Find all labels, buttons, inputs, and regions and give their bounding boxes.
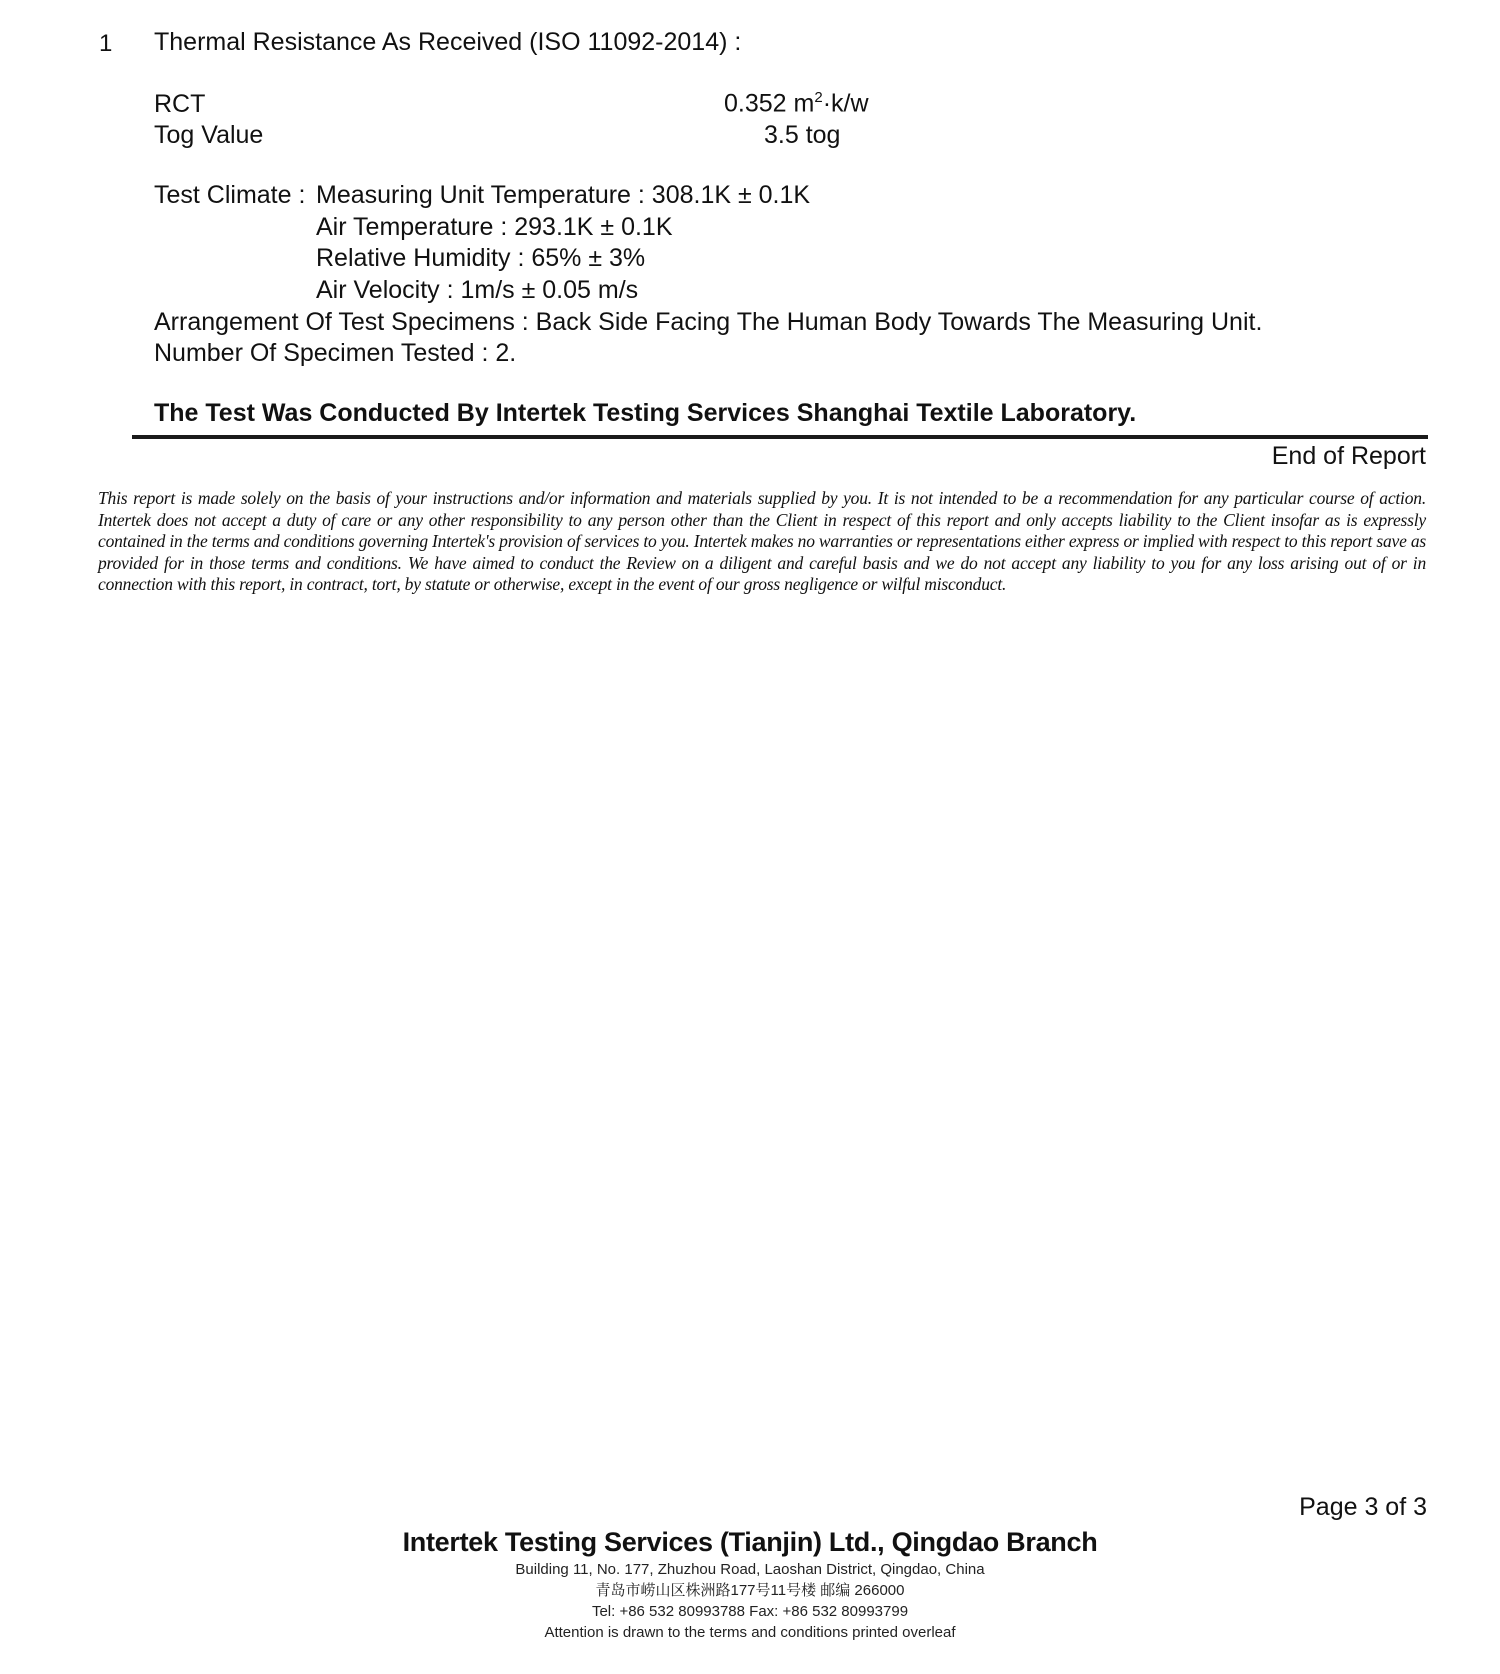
section-divider [132,435,1428,439]
test-title: Thermal Resistance As Received (ISO 11092-2014) : [154,28,742,56]
conducted-by-statement: The Test Was Conducted By Intertek Testing Services Shanghai Textile Laboratory. [154,399,1137,427]
climate-air-temperature: Air Temperature : 293.1K ± 0.1K [316,213,673,241]
end-of-report: End of Report [1271,442,1426,470]
rct-value [724,89,869,118]
footer-address-english: Building 11, No. 177, Zhuzhou Road, Laoshan District, Qingdao, China [515,1561,985,1578]
number-of-specimens: Number Of Specimen Tested : 2. [154,339,517,367]
page-number: Page 3 of 3 [1299,1493,1427,1521]
footer-phone-fax: Tel: +86 532 80993788 Fax: +86 532 80993799 [591,1603,909,1620]
climate-measuring-unit-temperature: Measuring Unit Temperature : 308.1K ± 0.1K [316,181,811,209]
footer-address-chinese: 青岛市崂山区株洲路177号11号楼 邮编 266000 [595,1582,905,1599]
tog-label: Tog Value [154,121,264,149]
footer-attention-note: Attention is drawn to the terms and conditions printed overleaf [544,1624,956,1641]
footer [0,1525,1500,1643]
rct-label: RCT [154,90,206,118]
climate-relative-humidity: Relative Humidity : 65% ± 3% [316,244,646,272]
tog-value: 3.5 tog [764,121,841,149]
footer-company-name: Intertek Testing Services (Tianjin) Ltd., Qingdao Branch [402,1527,1098,1557]
climate-air-velocity: Air Velocity : 1m/s ± 0.05 m/s [316,276,639,304]
specimen-arrangement: Arrangement Of Test Specimens : Back Side Facing The Human Body Towards The Measuring Unit. [154,308,1263,336]
item-number: 1 [99,30,113,57]
rct-unit: ·k/w [822,89,869,118]
rct-exponent: 2 [814,89,823,106]
disclaimer-paragraph: This report is made solely on the basis of your instructions and/or information and materials supplied by you. It is not intended to be a recommendation for any particular course of action. Intertek does not accept a duty of care or any other responsibility to any person other than the Client in respect of this report and only accepts liability to the Client insofar as is expressly contained in the terms and conditions governing Intertek's provision of services to you. Intertek makes no warranties or representations either express or implied with respect to this report save as provided for in those terms and conditions. We have aimed to conduct the Review on a diligent and careful basis and we do not accept any liability to you for any loss arising out of or in connection with this report, in contract, tort, by statute or otherwise, except in the event of our gross negligence or wilful misconduct. [98,488,1426,594]
rct-number: 0.352 m [724,89,815,118]
test-climate-label: Test Climate : [154,181,306,209]
